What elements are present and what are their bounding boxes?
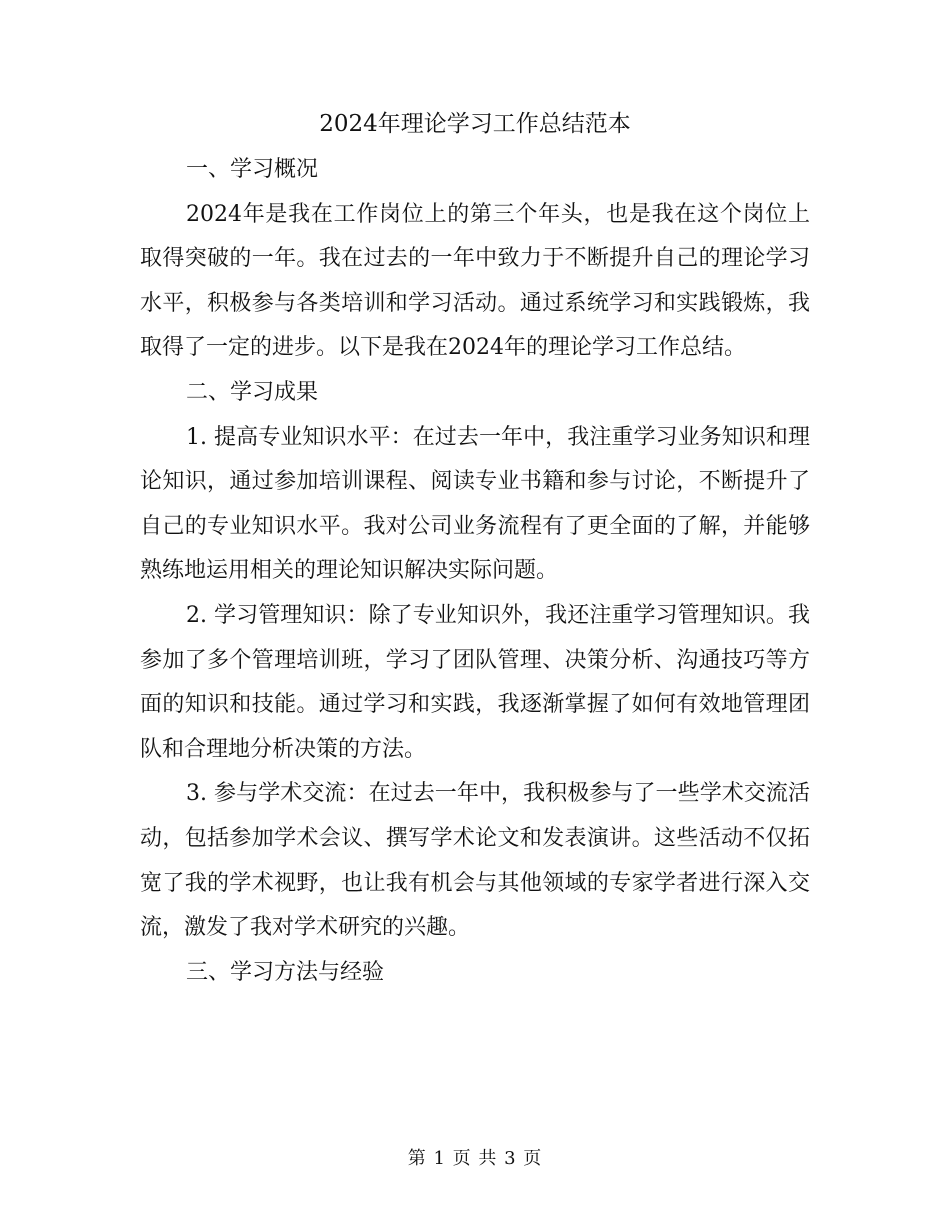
paragraph-result-1: 1. 提高专业知识水平：在过去一年中，我注重学习业务知识和理论知识，通过参加培训课程、阅读专业书籍和参与讨论，不断提升了自己的专业知识水平。我对公司业务流程有了更全面的了解，并能够熟练地运用相关的理论知识解决实际问题。 bbox=[140, 424, 810, 584]
paragraph-overview: 2024年是我在工作岗位上的第三个年头，也是我在这个岗位上取得突破的一年。我在过去的一年中致力于不断提升自己的理论学习水平，积极参与各类培训和学习活动。通过系统学习和实践锻炼，我取得了一定的进步。以下是我在2024年的理论学习工作总结。 bbox=[140, 201, 810, 361]
document-title: 2024年理论学习工作总结范本 bbox=[319, 111, 631, 137]
document-body bbox=[140, 148, 810, 995]
paragraph-result-2: 2. 学习管理知识：除了专业知识外，我还注重学习管理知识。我参加了多个管理培训班，学习了团队管理、决策分析、沟通技巧等方面的知识和技能。通过学习和实践，我逐渐掌握了如何有效地管理团队和合理地分析决策的方法。 bbox=[140, 602, 810, 762]
section-heading-results: 二、学习成果 bbox=[186, 379, 319, 405]
section-heading-overview: 一、学习概况 bbox=[186, 157, 319, 182]
section-heading-methods: 三、学习方法与经验 bbox=[186, 959, 385, 985]
paragraph-result-3: 3. 参与学术交流：在过去一年中，我积极参与了一些学术交流活动，包括参加学术会议、撰写学术论文和发表演讲。这些活动不仅拓宽了我的学术视野，也让我有机会与其他领域的专家学者进行深入交流，激发了我对学术研究的兴趣。 bbox=[140, 781, 810, 941]
page-number-footer: 第 1 页 共 3 页 bbox=[407, 1148, 543, 1169]
